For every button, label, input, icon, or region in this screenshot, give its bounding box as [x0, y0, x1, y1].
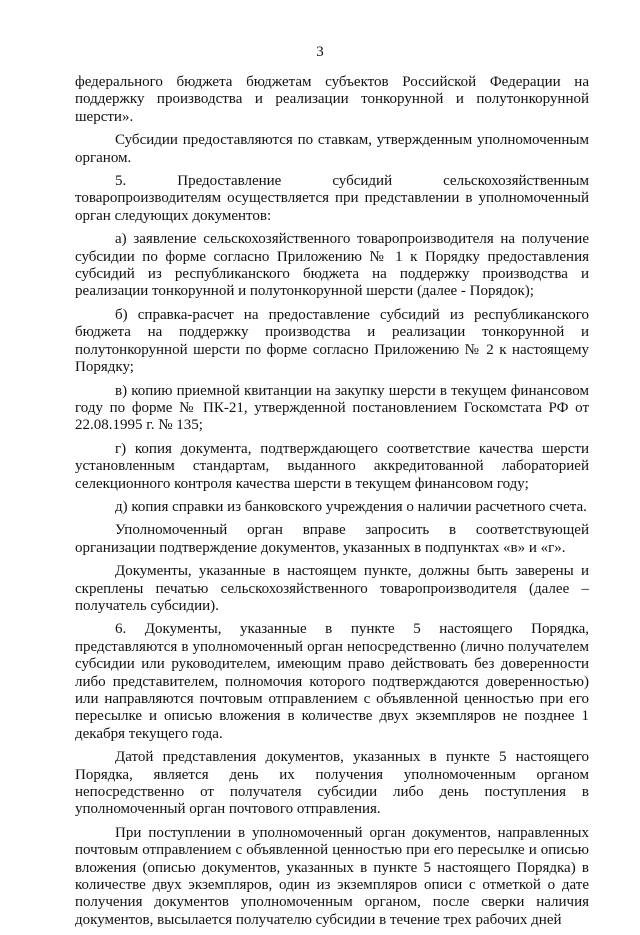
paragraph-subsidy-rates: Субсидии предоставляются по ставкам, утвержденным уполномоченным органом. [75, 132, 589, 166]
paragraph-subitem-d: д) копия справки из банковского учреждения о наличии расчетного счета. [115, 498, 587, 515]
paragraph-subitem-g: г) копия документа, подтверждающего соответствие качества шерсти установленным стандартам, выданного аккредитованной лабораторией селекционного контроля качества шерсти в текущем финансовом году; [75, 440, 589, 492]
paragraph-continued: федерального бюджета бюджетам субъектов Российской Федерации на поддержку производства и реализации тонкорунной и полутонкорунной шерсти». [75, 74, 589, 125]
paragraph-item-5: 5. Предоставление субсидий сельскохозяйственным товаропроизводителям осуществляется при представлении в уполномоченный орган следующих документов: [75, 173, 589, 224]
paragraph-submission-date: Датой представления документов, указанных в пункте 5 настоящего Порядка, является день их получения уполномоченным органом непосредственно от получателя субсидии либо день поступления в уполномоченный орган почтового отправления. [75, 749, 589, 818]
paragraph-subitem-a: а) заявление сельскохозяйственного товаропроизводителя на получение субсидии по форме согласно Приложению № 1 к Порядку предоставления субсидий из республиканского бюджета на поддержку производства и реализации тонкорунной и полутонкорунной шерсти (далее - Порядок); [75, 231, 589, 300]
document-body [75, 74, 589, 935]
paragraph-item-6: 6. Документы, указанные в пункте 5 настоящего Порядка, представляются в уполномоченный орган непосредственно (лично получателем субсидии или руководителем, имеющим право действовать без доверенности либо представителем, полномочия которого подтверждаются доверенностью) или направляются почтовым отправлением с объявленной ценностью при его пересылке и описью вложения в количестве двух экземпляров не позднее 1 декабря текущего года. [75, 621, 589, 742]
paragraph-verification: Уполномоченный орган вправе запросить в соответствующей организации подтверждение документов, указанных в подпунктах «в» и «г». [75, 522, 589, 556]
paragraph-postal-receipt: При поступлении в уполномоченный орган документов, направленных почтовым отправлением с объявленной ценностью при его пересылке и описью вложения (описью документов, указанных в пункте 5 настоящего Порядка) в количестве двух экземпляров, один из экземпляров описи с отметкой о дате получения документов уполномоченным органом, после сверки наличия документов, высылается получателю субсидии в течение трех рабочих дней [75, 824, 589, 928]
paragraph-subitem-b: б) справка-расчет на предоставление субсидий из республиканского бюджета на поддержку производства и реализации тонкорунной и полутонкорунной шерсти по форме согласно Приложению № 2 к настоящему Порядку; [75, 306, 589, 376]
page-number: 3 [316, 44, 324, 60]
paragraph-subitem-v: в) копию приемной квитанции на закупку шерсти в текущем финансовом году по форме № ПК-21, утвержденной постановлением Госкомстата РФ от 22.08.1995 г. № 135; [75, 382, 589, 434]
paragraph-certification: Документы, указанные в настоящем пункте, должны быть заверены и скреплены печатью сельскохозяйственного товаропроизводителя (далее – получатель субсидии). [75, 563, 589, 614]
